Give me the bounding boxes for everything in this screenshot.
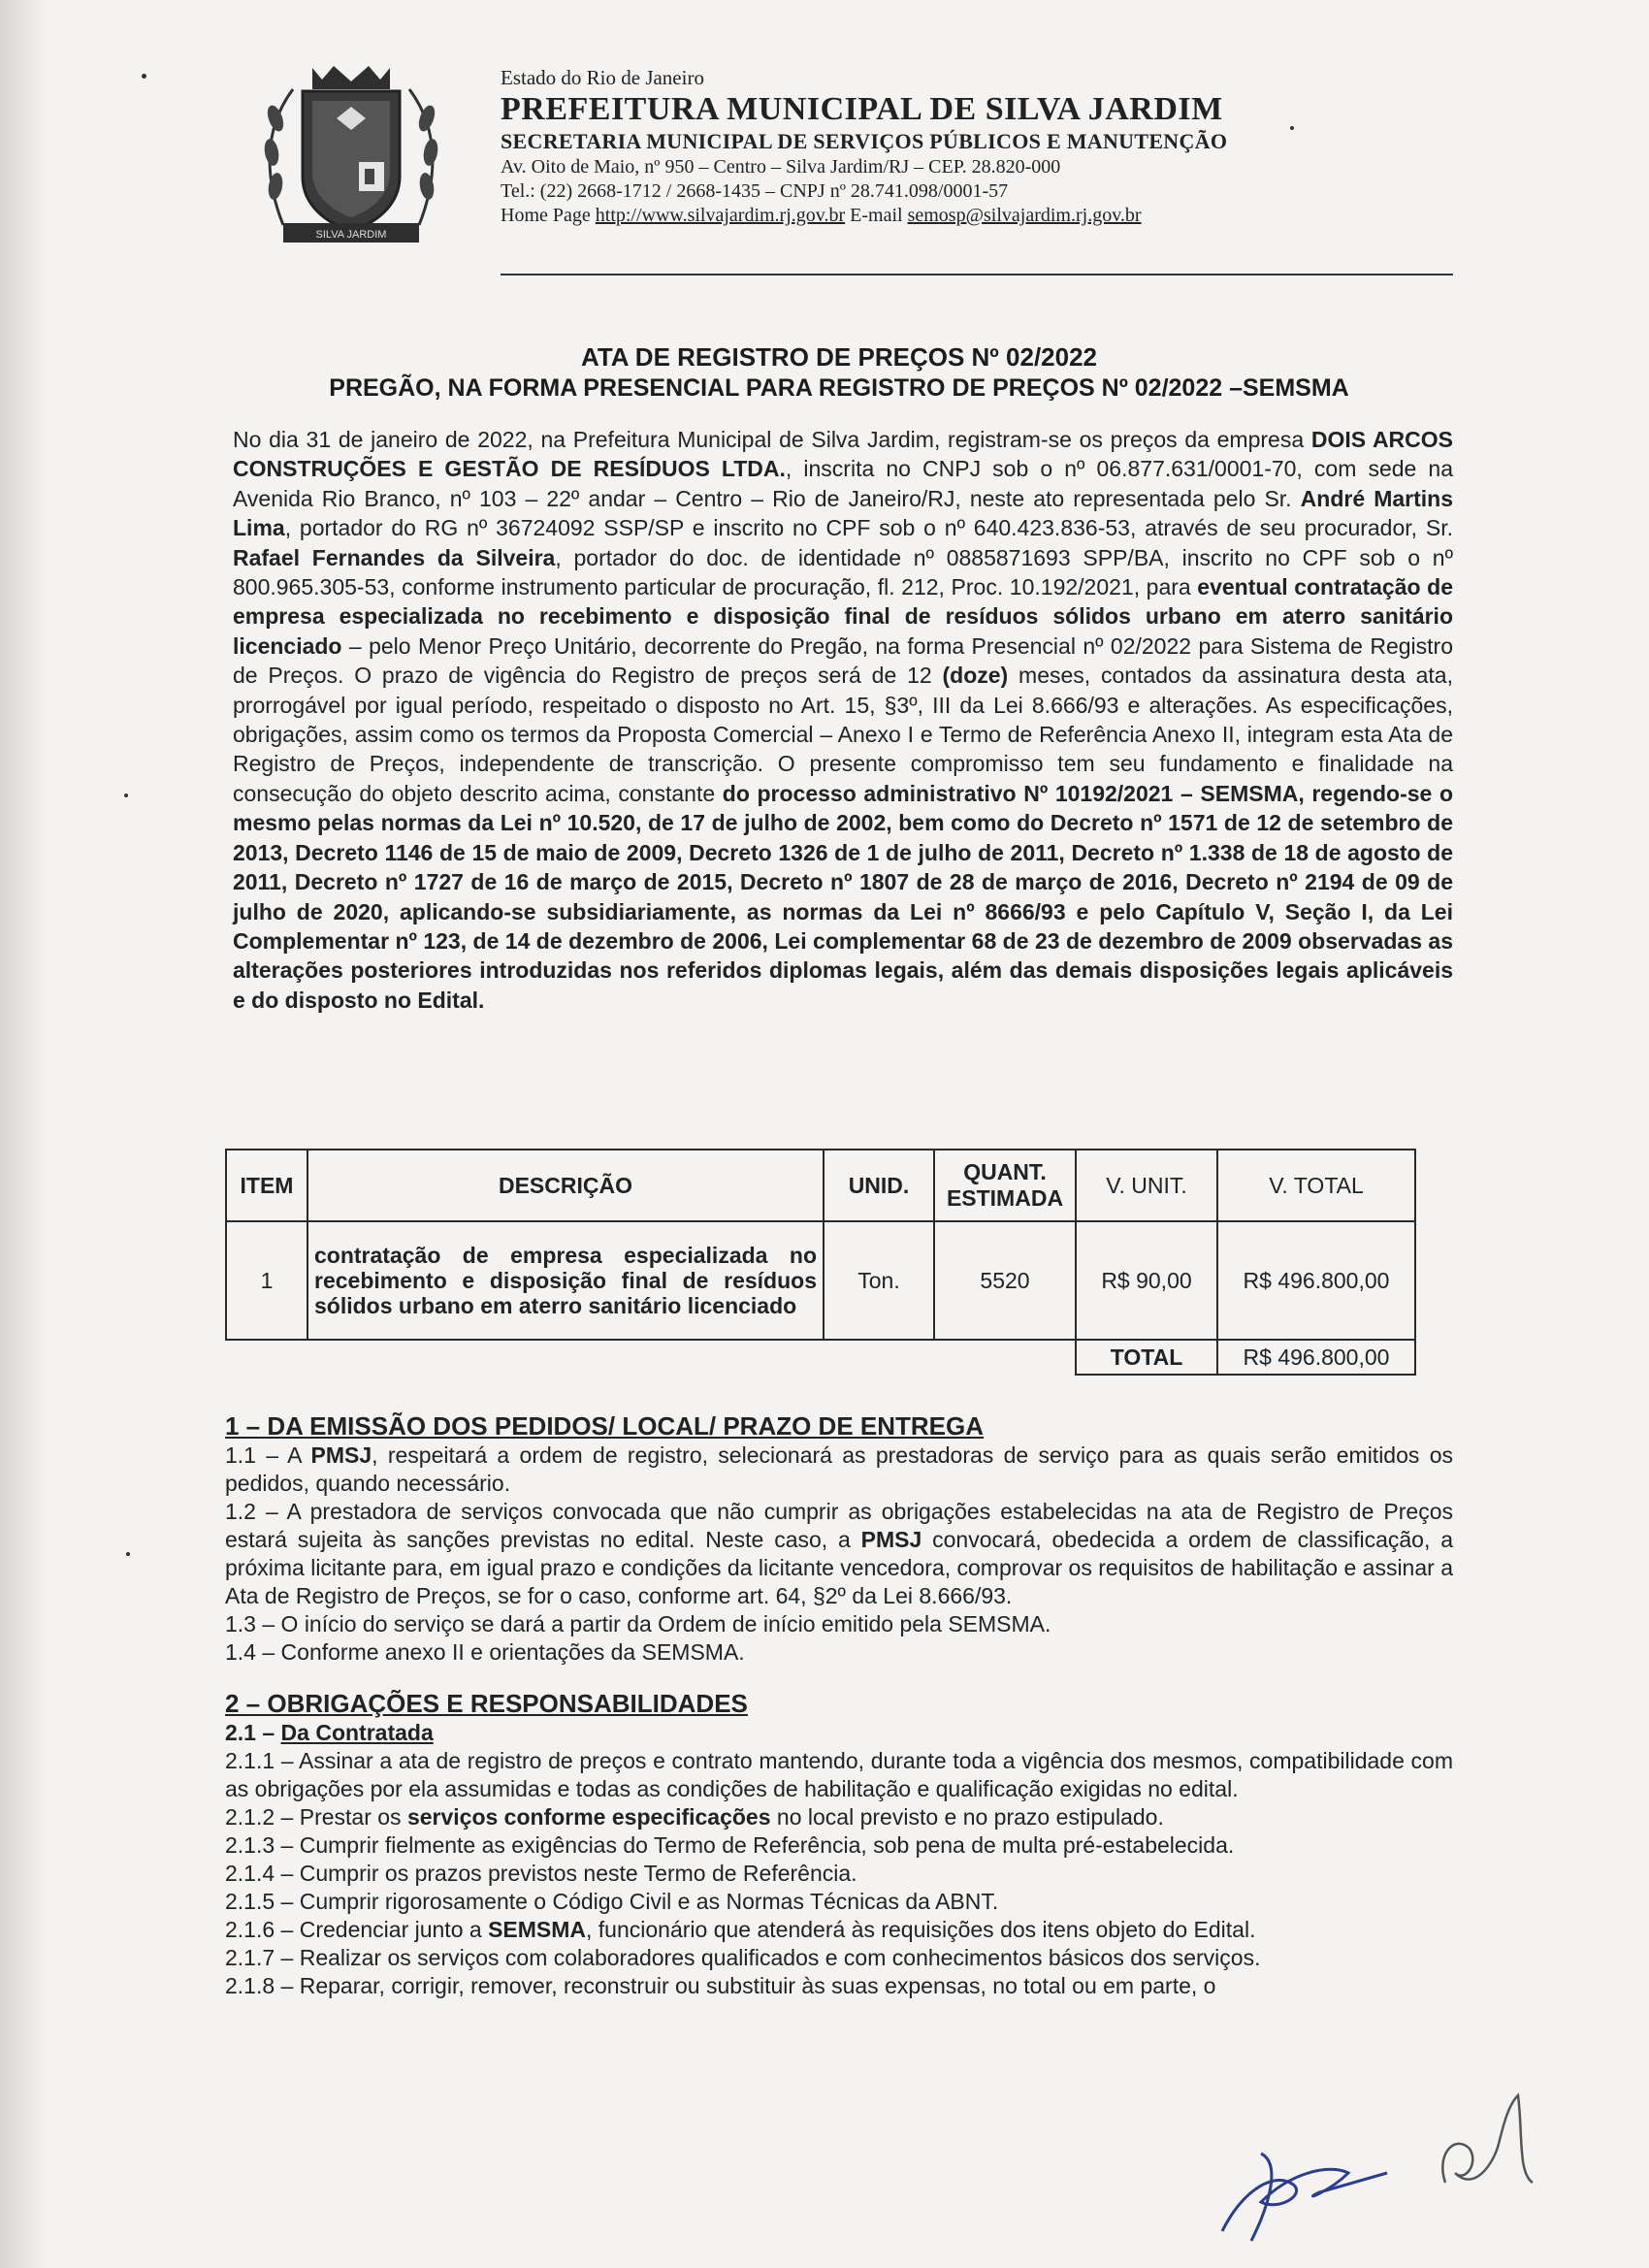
section-gap (225, 1667, 1453, 1688)
title-line-2: PREGÃO, NA FORMA PRESENCIAL PARA REGISTRO DE PREÇOS Nº 02/2022 –SEMSMA (329, 374, 1349, 402)
clause-bold: PMSJ (310, 1442, 372, 1468)
header-unid: UNID. (824, 1150, 934, 1221)
company-name: DOIS ARCOS CONSTRUÇÕES E GESTÃO DE RESÍDUOS LTDA. (233, 427, 1453, 482)
cell-vunit: R$ 90,00 (1076, 1221, 1217, 1340)
header-item: ITEM (226, 1150, 307, 1221)
clause-text: convocará, obedecida a ordem de classificação, a próxima licitante para, em igual prazo e condições da licitante vencedora, comprovar os requisitos de habilitação e assinar a Ata de Registro de Preços, se for o caso, conforme art. 64, §2º da Lei 8.666/93. (225, 1527, 1453, 1608)
price-table (225, 1149, 1416, 1376)
initials-scribble-icon (1426, 2076, 1552, 2221)
signature-scribble-icon (1203, 2134, 1397, 2251)
header-quant (934, 1150, 1076, 1221)
contract-object: eventual contratação de empresa especializada no recebimento e disposição final de resíduos sólidos urbano em aterro sanitário licenciado (233, 574, 1453, 659)
clause-text: 2.1.6 – Credenciar junto a (225, 1917, 489, 1942)
letterhead (501, 64, 1471, 228)
header-vunit: V. UNIT. (1076, 1150, 1217, 1221)
total-label: TOTAL (1076, 1340, 1217, 1375)
email-link[interactable]: semosp@silvajardim.rj.gov.br (907, 205, 1142, 226)
header-descricao: DESCRIÇÃO (307, 1150, 824, 1221)
intro-text: meses, contados da assinatura desta ata, prorrogável por igual período, respeitado o disposto no Art. 15, §3º, III da Lei 8.666/93 e alterações. As especificações, obrigações, assim como os termos da Proposta Comercial – Anexo I e Termo de Referência Anexo II, integram esta Ata de Registro de Preços, independente de transcrição. O presente compromisso tem seu fundamento e finalidade na consecução do objeto descrito acima, constante (233, 663, 1453, 806)
total-spacer (226, 1340, 1076, 1375)
clause-2-1-5: 2.1.5 – Cumprir rigorosamente o Código Civil e as Normas Técnicas da ABNT. (225, 1889, 999, 1914)
clause-2-1-8: 2.1.8 – Reparar, corrigir, remover, reconstruir ou substituir às suas expensas, no total ou em parte, o (225, 1973, 1216, 1998)
intro-text: , inscrita no CNPJ sob o nº 06.877.631/0001-70, com sede na Avenida Rio Branco, nº 103 – 22º andar – Centro – Rio de Janeiro/RJ, neste ato representada pelo Sr. (233, 456, 1454, 511)
clause-text: 1.1 – A (225, 1442, 311, 1468)
prefeitura-name: PREFEITURA MUNICIPAL DE SILVA JARDIM (501, 91, 1223, 127)
state-name: Estado do Rio de Janeiro (501, 66, 704, 89)
cell-unid: Ton. (824, 1221, 934, 1340)
clause-1-3: 1.3 – O início do serviço se dará a partir da Ordem de início emitido pela SEMSMA. (225, 1611, 1051, 1636)
scan-speck (124, 794, 128, 797)
clause-1-4: 1.4 – Conforme anexo II e orientações da SEMSMA. (225, 1639, 745, 1665)
cell-descricao (307, 1221, 824, 1340)
table-total-row (226, 1340, 1415, 1375)
subsection-2-1-title (225, 1719, 1453, 1747)
term-doze: (doze) (942, 663, 1009, 689)
crest-text: SILVA JARDIM (315, 229, 387, 241)
table-header-row (226, 1150, 1415, 1221)
clause-text: no local previsto e no prazo estipulado. (770, 1804, 1164, 1830)
attorney-name: Rafael Fernandes da Silveira (233, 544, 556, 570)
secretaria-name: SECRETARIA MUNICIPAL DE SERVIÇOS PÚBLICOS E MANUTENÇÃO (501, 129, 1228, 153)
intro-paragraph (233, 425, 1453, 1015)
table-row (226, 1221, 1415, 1340)
total-value: R$ 496.800,00 (1217, 1340, 1415, 1375)
scan-speck (126, 1552, 130, 1556)
cell-item: 1 (226, 1221, 307, 1340)
clause-2-1-6 (225, 1916, 1453, 1944)
clause-text: 1.2 – A prestadora de serviços convocada que não cumprir as obrigações estabelecidas na ata de Registro de Preços estará sujeita às sanções previstas no edital. Neste caso, a (225, 1499, 1453, 1552)
clause-text: , funcionário que atenderá às requisições dos itens objeto do Edital. (586, 1917, 1256, 1942)
intro-text: – pelo Menor Preço Unitário, decorrente do Pregão, na forma Presencial nº 02/2022 para Sistema de Registro de Preços. O prazo de vigência do Registro de preços será de 12 (233, 632, 1453, 689)
title-line-1: ATA DE REGISTRO DE PREÇOS Nº 02/2022 (580, 342, 1098, 372)
intro-text: , portador do RG nº 36724092 SSP/SP e inscrito no CPF sob o nº 640.423.836-53, através de seu procurador, Sr. (284, 515, 1453, 541)
clause-text: 2.1.2 – Prestar os (225, 1804, 407, 1830)
municipal-crest-icon (254, 60, 448, 254)
clause-bold: serviços conforme especificações (406, 1804, 771, 1830)
clause-bold: PMSJ (860, 1527, 922, 1552)
subsection-label: Da Contratada (280, 1720, 434, 1745)
clause-2-1-2 (225, 1803, 1453, 1831)
subsection-number: 2.1 – (225, 1720, 281, 1745)
phone-line: Tel.: (22) 2668-1712 / 2668-1435 – CNPJ nº 28.741.098/0001-57 (501, 180, 1009, 202)
address-line: Av. Oito de Maio, nº 950 – Centro – Silva Jardim/RJ – CEP. 28.820-000 (501, 156, 1061, 178)
clause-2-1-3: 2.1.3 – Cumprir fielmente as exigências do Termo de Referência, sob pena de multa pré-estabelecida. (225, 1832, 1235, 1858)
clause-1-1 (225, 1442, 1453, 1498)
document-title (223, 341, 1455, 404)
scan-speck (142, 74, 146, 79)
homepage-label: Home Page (501, 205, 591, 226)
intro-text: , portador do doc. de identidade nº 0885871693 SPP/BA, inscrito no CPF sob o nº 800.965.305-53, conforme instrumento particular de procuração, fl. 212, Proc. 10.192/2021, para (233, 544, 1453, 600)
cell-vtotal: R$ 496.800,00 (1217, 1221, 1415, 1340)
representative-name: André Martins Lima (233, 485, 1453, 541)
header-vtotal: V. TOTAL (1217, 1150, 1415, 1221)
clause-1-2 (225, 1498, 1453, 1610)
header-quant-line1: QUANT. (963, 1159, 1047, 1184)
clause-2-1-1: 2.1.1 – Assinar a ata de registro de preços e contrato mantendo, durante toda a vigência dos mesmos, compatibilidade com as obrigações por ela assumidas e todas as condições de habilitação e qualificação exigidas no edital. (225, 1748, 1453, 1801)
header-quant-line2: ESTIMADA (946, 1185, 1064, 1211)
section-1-title: 1 – DA EMISSÃO DOS PEDIDOS/ LOCAL/ PRAZO DE ENTREGA (225, 1411, 985, 1441)
contact-line (501, 204, 1471, 228)
homepage-link[interactable]: http://www.silvajardim.rj.gov.br (595, 205, 846, 226)
clause-2-1-4: 2.1.4 – Cumprir os prazos previstos neste Termo de Referência. (225, 1861, 857, 1886)
clause-2-1-7: 2.1.7 – Realizar os serviços com colaboradores qualificados e com conhecimentos básicos dos serviços. (225, 1945, 1261, 1970)
email-label: E-mail (850, 205, 903, 226)
header-divider (501, 274, 1453, 275)
cell-descricao-text: contratação de empresa especializada no recebimento e disposição final de resíduos sólidos urbano em aterro sanitário licenciado (314, 1243, 817, 1318)
clause-text: , respeitará a ordem de registro, selecionará as prestadoras de serviço para as quais serão emitidos os pedidos, quando necessário. (225, 1442, 1453, 1496)
clause-bold: SEMSMA (488, 1917, 587, 1942)
cell-quant: 5520 (934, 1221, 1076, 1340)
document-sections (225, 1410, 1453, 2000)
scan-edge-shadow (0, 0, 47, 2268)
legal-basis: do processo administrativo Nº 10192/2021 – SEMSMA, regendo-se o mesmo pelas normas da Lei nº 10.520, de 17 de julho de 2002, bem como do Decreto nº 1571 de 12 de setembro de 2013, Decreto 1146 de 15 de maio de 2009, Decreto 1326 de 1 de julho de 2011, Decreto nº 1.338 de 18 de agosto de 2011, Decreto nº 1727 de 16 de março de 2015, Decreto nº 1807 de 28 de março de 2016, Decreto nº 2194 de 09 de julho de 2020, aplicando-se subsidiariamente, as normas da Lei nº 8666/93 e pelo Capítulo V, Seção I, da Lei Complementar nº 123, de 14 de dezembro de 2006, Lei complementar 68 de 23 de dezembro de 2009 observadas as alterações posteriores introduzidas nos referidos diplomas legais, além das demais disposições legais aplicáveis e do disposto no Edital. (233, 780, 1453, 1013)
section-2-title: 2 – OBRIGAÇÕES E RESPONSABILIDADES (225, 1689, 748, 1718)
intro-text: No dia 31 de janeiro de 2022, na Prefeitura Municipal de Silva Jardim, registram-se os preços da empresa (233, 427, 1311, 452)
